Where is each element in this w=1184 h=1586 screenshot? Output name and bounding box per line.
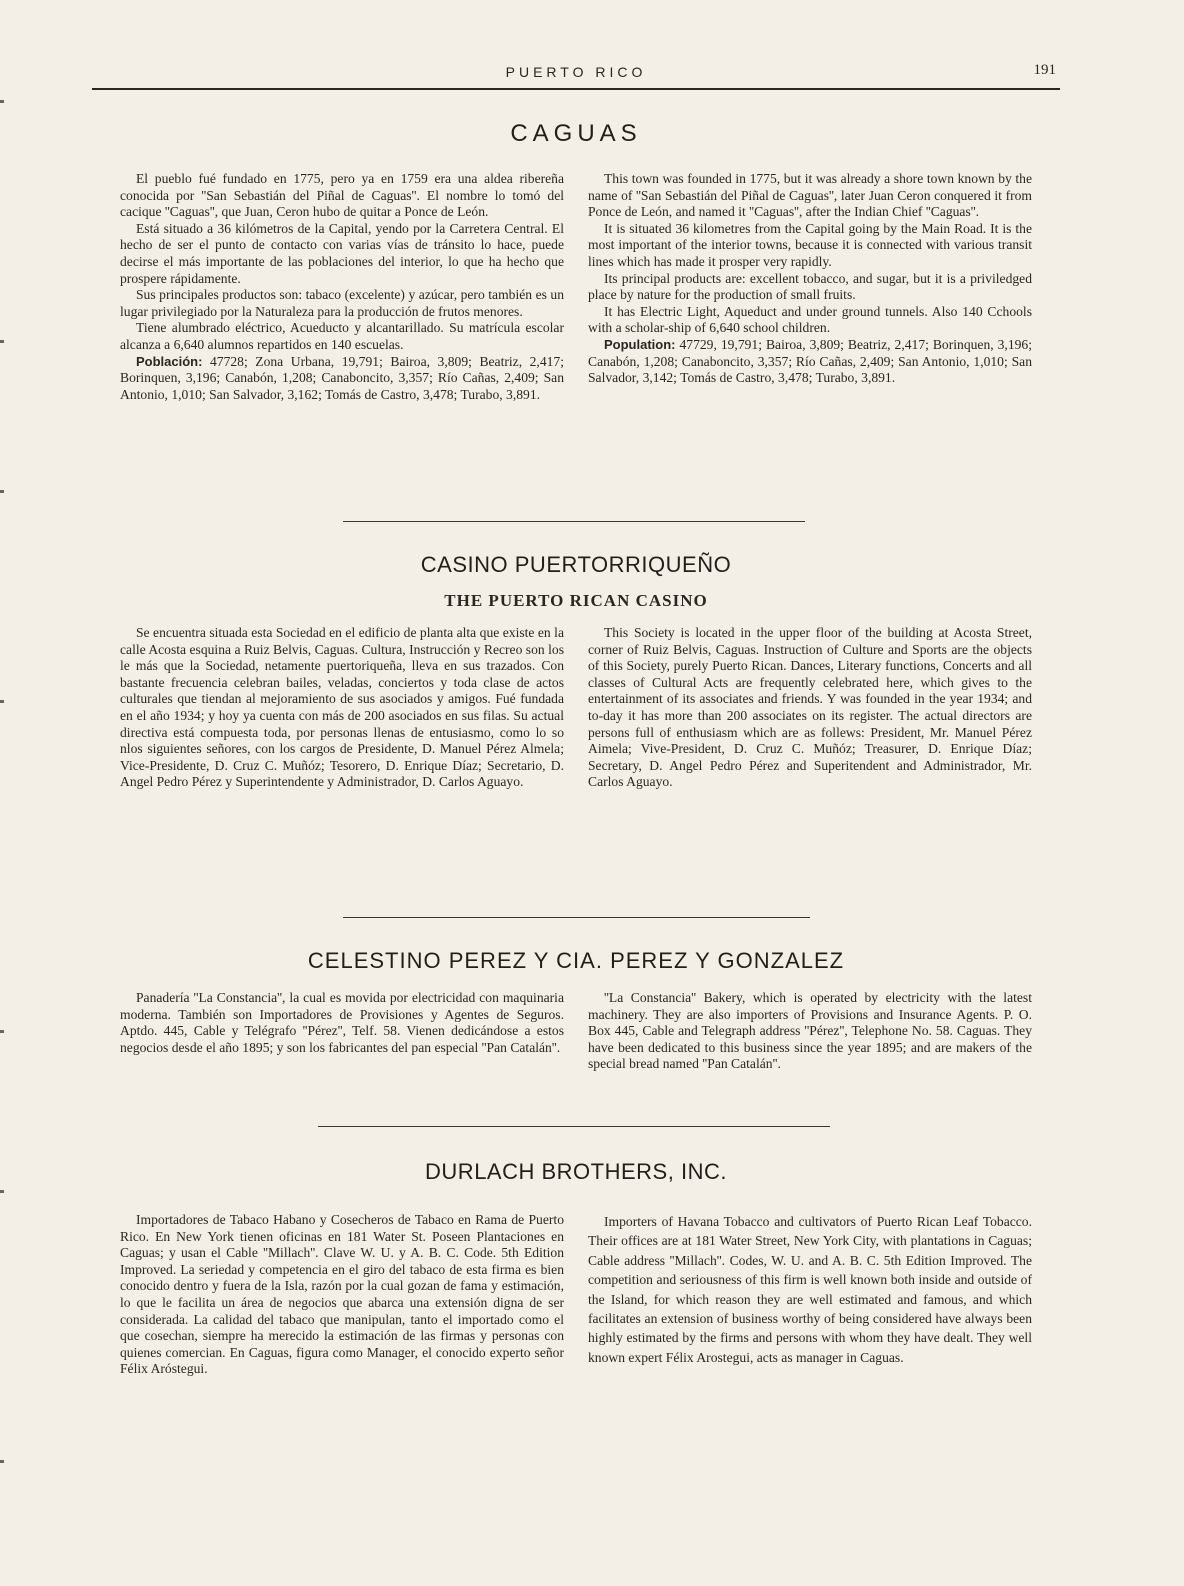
caguas-en-paragraph: It is situated 36 kilometres from the Capital going by the Main Road. It is the most important of the interior towns, because it is connected with various transit lines which has made it prosper very rapidly.	[588, 220, 1032, 269]
caguas-en-paragraph: It has Electric Light, Aqueduct and under ground tunnels. Also 140 Cchools with a scholar-ship of 6,640 school children.	[588, 303, 1032, 336]
celestino-en-paragraph: ''La Constancia'' Bakery, which is operated by electricity with the latest machinery. They are also importers of Provisions and Insurance Agents. P. O. Box 445, Cable and Telegraph address ''Pérez'', Telephone No. 58. Caguas. They have been dedicated to this business since the year 1895; and are makers of the special bread named ''Pan Catalán''.	[588, 990, 1032, 1072]
margin-mark	[0, 1190, 4, 1193]
caguas-es-paragraph: Está situado a 36 kilómetros de la Capital, yendo por la Carretera Central. El hecho de ser el punto de contacto con varias vías de tránsito lo hace, puede decirse el más importante de las poblaciones del interior, lo que ha hecho que prospere rápidamente.	[120, 220, 564, 286]
caguas-en-paragraph: This town was founded in 1775, but it was already a shore town known by the name of ''San Sebastián del Piñal de Caguas'', later Juan Ceron conquered it from Ponce de León, and named it ''Caguas'', after the Indian Chief ''Caguas''.	[588, 171, 1032, 220]
durlach-english-column	[588, 1212, 1032, 1367]
durlach-es-paragraph: Importadores de Tabaco Habano y Cosecheros de Tabaco en Rama de Puerto Rico. En New York tienen oficinas en 181 Water St. Poseen Plantaciones en Caguas; y usan el Cable ''Millach''. Clave W. U. y A. B. C. Code. 5th Edition Improved. La seriedad y competencia en el giro del tabaco de esta firma es bien conocido dentro y fuera de la Isla, razón por la cual gozan de fama y estimación, lo que le facilita un área de negocios que abarca una extensión digna de ser considerada. La calidad del tabaco que manipulan, tanto el importado como el que cosechan, siempre ha merecido la estimación de las firmas y personas con quienes comercian. En Caguas, figura como Manager, el conocido experto señor Félix Aróstegui.	[120, 1212, 564, 1377]
casino-es-paragraph: Se encuentra situada esta Sociedad en el edificio de planta alta que existe en la calle Acosta esquina a Ruiz Belvis, Caguas. Cultura, Instrucción y Recreo son los le más que la Sociedad, netamente puertoriqueña, lleva en sus trazados. Con bastante frecuencia celebran bailes, veladas, conciertos y toda clase de actos culturales que tiendan al mejoramiento de sus asociados y amigos. Fué fundada en el año 1934; y hoy ya cuenta con más de 200 asociados en sus filas. Su actual directiva está compuesta toda, por personas llenas de entusiasmo, como lo so nlos siguientes señores, con los cargos de Presidente, D. Manuel Pérez Almela; Vice-Presidente, D. Cruz C. Muñóz; Tesorero, D. Enrique Díaz; Secretario, D. Angel Pedro Pérez y Superintendente y Administrador, D. Carlos Aguayo.	[120, 625, 564, 790]
margin-mark	[0, 340, 4, 343]
population-text: 47729, 19,791; Bairoa, 3,809; Beatriz, 2,417; Borinquen, 3,196; Canabón, 1,208; Canaboncito, 3,357; Río Cañas, 2,409; San Antonio, 1,010; San Salvador, 3,142; Tomás de Castro, 3,478; Turabo, 3,891.	[588, 336, 1032, 386]
margin-mark	[0, 490, 4, 493]
population-text: 47728; Zona Urbana, 19,791; Bairoa, 3,809; Beatriz, 2,417; Borinquen, 3,196; Canabón, 1,208; Canaboncito, 3,357; Río Cañas, 2,409; San Antonio, 1,010; San Salvador, 3,162; Tomás de Castro, 3,478; Turabo, 3,891.	[120, 353, 564, 402]
casino-spanish-column	[120, 625, 564, 791]
running-header	[92, 62, 1060, 90]
caguas-es-paragraph: Sus principales productos son: tabaco (excelente) y azúcar, pero también es un lugar privilegiado por la Naturaleza para la producción de frutos menores.	[120, 287, 564, 319]
section-divider	[343, 521, 805, 522]
margin-mark	[0, 100, 4, 103]
population-label: Population:	[604, 336, 676, 352]
casino-english-column	[588, 625, 1032, 791]
page-number: 191	[1033, 62, 1056, 78]
running-title: PUERTO RICO	[505, 64, 647, 80]
caguas-es-population	[120, 354, 564, 404]
durlach-spanish-column	[120, 1212, 564, 1378]
caguas-es-paragraph: Tiene alumbrado eléctrico, Acueducto y alcantarillado. Su matrícula escolar alcanza a 6,640 alumnos repartidos en 140 escuelas.	[120, 320, 564, 352]
section-subtitle-casino: THE PUERTO RICAN CASINO	[444, 591, 708, 610]
section-title-durlach: DURLACH BROTHERS, INC.	[425, 1159, 727, 1184]
margin-mark	[0, 1460, 4, 1463]
section-title-casino: CASINO PUERTORRIQUEÑO	[420, 552, 732, 577]
section-divider	[343, 917, 810, 918]
durlach-en-paragraph: Importers of Havana Tobacco and cultivators of Puerto Rican Leaf Tobacco. Their offices are at 181 Water Street, New York City, with plantations in Caguas; Cable address ''Millach''. Codes, W. U. and A. B. C. 5th Edition Improved. The competition and seriousness of this firm is well known both inside and outside of the Island, for which reason they are well estimated and famous, and which facilitates an extension of business worthy of being considered have always been highly estimated by the firms and persons with whom they have dealt. They well known expert Félix Arostegui, acts as manager in Caguas.	[588, 1214, 1032, 1365]
caguas-spanish-column	[120, 171, 564, 403]
caguas-en-population	[588, 337, 1032, 387]
caguas-en-paragraph: Its principal products are: excellent tobacco, and sugar, but it is a priviledged place by nature for the production of small fruits.	[588, 270, 1032, 303]
population-label: Población:	[136, 353, 203, 369]
casino-en-paragraph: This Society is located in the upper floor of the building at Acosta Street, corner of Ruiz Belvis, Caguas. Instruction of Culture and Sports are the objects of this Society, purely Puerto Rican. Dances, Literary functions, Concerts and all classes of Cultural Acts are frequently celebrated here, which gives to the entertainment of its associates and friends. Y was founded in the year 1934; and to-day it has more than 200 associates on its register. The actual directors are persons full of enthusiasm which are as follews: President, Mr. Manuel Pérez Aimela; Vive-President, D. Cruz C. Muñóz; Treasurer, D. Enrique Díaz; Secretary, D. Angel Pedro Pérez and Superitendent and Administrador, Mr. Carlos Aguayo.	[588, 625, 1032, 790]
margin-mark	[0, 700, 4, 703]
caguas-english-column	[588, 171, 1032, 387]
section-title-caguas: CAGUAS	[510, 120, 642, 147]
caguas-es-paragraph: El pueblo fué fundado en 1775, pero ya en 1759 era una aldea ribereña conocida por ''San Sebastián del Piñal de Caguas''. El nombre lo tomó del cacique ''Caguas'', que Juan, Ceron hubo de quitar a Ponce de León.	[120, 171, 564, 220]
celestino-english-column	[588, 990, 1032, 1073]
section-divider	[318, 1126, 830, 1127]
section-title-celestino: CELESTINO PEREZ Y CIA. PEREZ Y GONZALEZ	[307, 948, 845, 973]
celestino-es-paragraph: Panadería ''La Constancia'', la cual es movida por electricidad con maquinaria moderna. También son Importadores de Provisiones y Agentes de Seguros. Aptdo. 445, Cable y Telégrafo ''Pérez'', Telf. 58. Vienen dedicándose a estos negocios desde el año 1895; y son los fabricantes del pan especial ''Pan Catalán''.	[120, 990, 564, 1055]
celestino-spanish-column	[120, 990, 564, 1056]
margin-mark	[0, 1030, 4, 1033]
